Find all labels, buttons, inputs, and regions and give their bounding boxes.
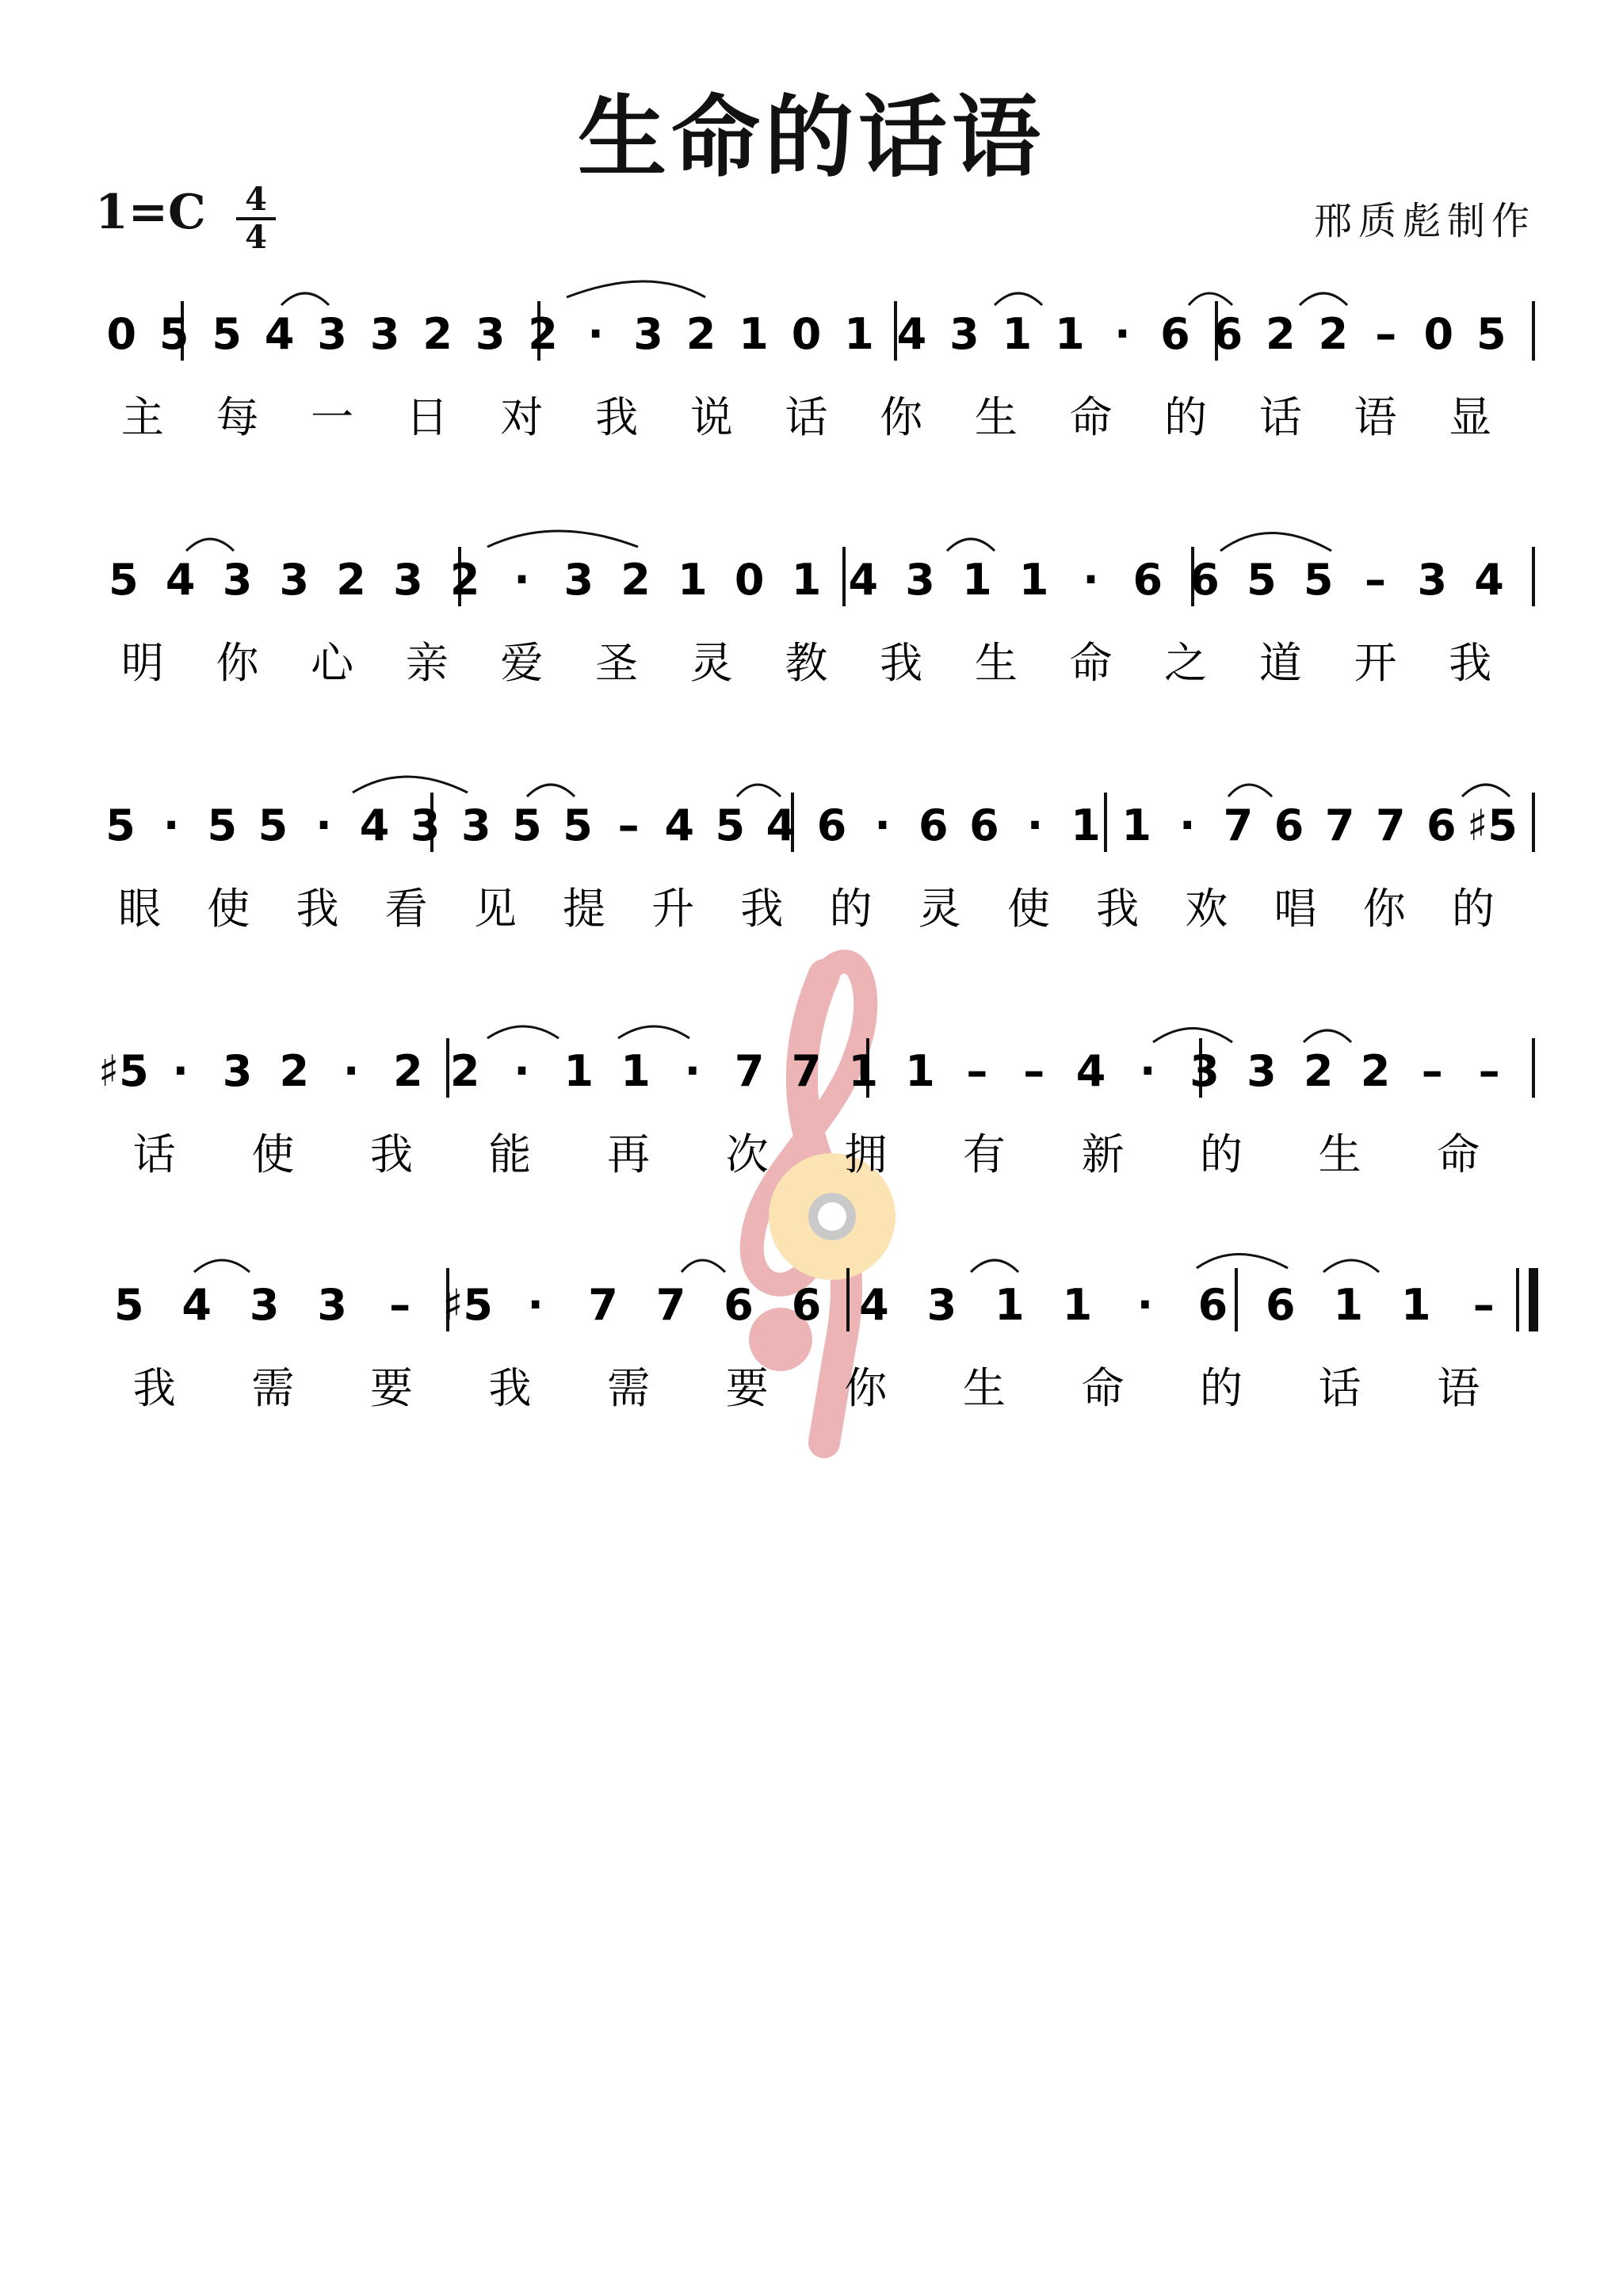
note-5-15: 1	[1062, 1280, 1093, 1330]
lyric-3-2: 使	[207, 884, 250, 934]
note-5-8: 7	[588, 1280, 618, 1330]
lyric-5-7: 你	[844, 1363, 888, 1413]
lyric-1-9: 你	[880, 392, 923, 442]
note-4-4: 2	[279, 1046, 310, 1096]
note-2-24: 3	[1417, 555, 1448, 605]
note-4-20: 3	[1190, 1046, 1220, 1096]
lyric-5-11: 话	[1318, 1363, 1361, 1413]
note-3-9: 5	[512, 800, 542, 850]
note-4-22: 2	[1303, 1046, 1334, 1096]
note-2-19: 6	[1132, 555, 1163, 605]
lyric-1-2: 每	[216, 392, 259, 442]
lyric-2-15: 我	[1449, 638, 1492, 688]
note-4-2: ·	[172, 1046, 189, 1096]
note-1-13: 1	[739, 309, 769, 359]
note-3-1: 5	[105, 800, 136, 850]
lyric-1-8: 话	[785, 392, 828, 442]
key-signature: 1=C	[95, 185, 206, 240]
lyric-1-14: 语	[1354, 392, 1397, 442]
note-3-16: ·	[874, 800, 891, 850]
lyric-2-10: 生	[974, 638, 1018, 688]
note-1-4: 4	[264, 309, 295, 359]
note-3-3: 5	[207, 800, 238, 850]
note-5-3: 3	[249, 1280, 280, 1330]
lyric-4-12: 命	[1437, 1129, 1480, 1179]
note-1-27: 5	[1476, 309, 1507, 359]
lyric-4-1: 话	[132, 1129, 176, 1179]
lyric-2-8: 教	[785, 638, 828, 688]
lyric-5-5: 需	[607, 1363, 651, 1413]
lyric-2-5: 爱	[500, 638, 544, 688]
note-3-22: ·	[1179, 800, 1196, 850]
note-5-16: ·	[1136, 1280, 1154, 1330]
lyric-1-13: 话	[1258, 392, 1302, 442]
note-2-4: 3	[279, 555, 310, 605]
lyric-4-9: 新	[1081, 1129, 1125, 1179]
note-3-14: 4	[766, 800, 796, 850]
lyric-2-6: 圣	[595, 638, 639, 688]
note-3-11: –	[617, 800, 640, 850]
note-1-16: 4	[896, 309, 927, 359]
note-5-6: ♯5	[442, 1280, 493, 1330]
note-3-12: 4	[664, 800, 695, 850]
note-3-10: 5	[563, 800, 593, 850]
lyric-2-4: 亲	[405, 638, 449, 688]
note-3-24: 6	[1274, 800, 1304, 850]
note-1-10: ·	[587, 309, 604, 359]
note-1-25: –	[1375, 309, 1397, 359]
lyric-3-8: 我	[740, 884, 784, 934]
note-1-17: 3	[949, 309, 980, 359]
lyric-5-8: 生	[962, 1363, 1006, 1413]
lyric-3-10: 灵	[918, 884, 961, 934]
lyric-3-16: 的	[1451, 884, 1495, 934]
lyric-4-10: 的	[1200, 1129, 1243, 1179]
note-4-12: 7	[734, 1046, 765, 1096]
note-3-27: 6	[1426, 800, 1457, 850]
note-2-21: 5	[1247, 555, 1277, 605]
note-4-11: ·	[684, 1046, 701, 1096]
note-4-25: –	[1478, 1046, 1500, 1096]
lyric-5-3: 要	[369, 1363, 413, 1413]
note-3-2: ·	[162, 800, 180, 850]
lyric-5-12: 语	[1437, 1363, 1480, 1413]
note-2-22: 5	[1303, 555, 1334, 605]
note-1-3: 5	[212, 309, 242, 359]
note-4-23: 2	[1360, 1046, 1391, 1096]
note-3-19: ·	[1026, 800, 1044, 850]
note-3-7: 3	[410, 800, 441, 850]
note-2-2: 4	[165, 555, 196, 605]
note-2-12: 0	[734, 555, 765, 605]
lyric-3-6: 提	[563, 884, 606, 934]
note-1-21: 6	[1160, 309, 1190, 359]
note-1-23: 2	[1266, 309, 1296, 359]
note-2-16: 1	[962, 555, 992, 605]
note-1-22: 6	[1212, 309, 1243, 359]
note-1-26: 0	[1423, 309, 1454, 359]
note-3-17: 6	[918, 800, 949, 850]
note-4-6: 2	[393, 1046, 423, 1096]
lyric-4-7: 拥	[844, 1129, 888, 1179]
note-4-18: 4	[1075, 1046, 1106, 1096]
time-signature-numerator: 4	[236, 184, 276, 220]
lyric-1-6: 我	[595, 392, 639, 442]
note-5-4: 3	[317, 1280, 347, 1330]
note-3-26: 7	[1375, 800, 1406, 850]
slurs	[186, 281, 1510, 1272]
note-5-7: ·	[527, 1280, 544, 1330]
note-4-19: ·	[1140, 1046, 1156, 1096]
lyric-2-13: 道	[1258, 638, 1302, 688]
note-3-8: 3	[461, 800, 491, 850]
lyric-1-1: 主	[120, 392, 164, 442]
note-3-23: 7	[1223, 800, 1254, 850]
note-2-5: 2	[336, 555, 366, 605]
note-3-18: 6	[969, 800, 999, 850]
note-4-24: –	[1421, 1046, 1443, 1096]
lyric-2-7: 灵	[689, 638, 733, 688]
note-4-16: –	[966, 1046, 988, 1096]
note-5-19: 1	[1333, 1280, 1364, 1330]
time-signature-denominator: 4	[245, 219, 267, 256]
note-5-18: 6	[1266, 1280, 1296, 1330]
note-1-1: 0	[106, 309, 137, 359]
lyric-4-5: 再	[607, 1129, 651, 1179]
note-4-13: 7	[791, 1046, 822, 1096]
lyric-3-4: 看	[384, 884, 428, 934]
note-2-13: 1	[791, 555, 822, 605]
note-5-13: 3	[926, 1280, 957, 1330]
lyric-2-14: 开	[1354, 638, 1397, 688]
lyric-5-4: 我	[488, 1363, 532, 1413]
lyric-5-9: 命	[1081, 1363, 1125, 1413]
note-4-14: 1	[848, 1046, 879, 1096]
lyric-4-4: 能	[488, 1129, 532, 1179]
note-2-17: 1	[1018, 555, 1049, 605]
lyric-2-11: 命	[1069, 638, 1113, 688]
note-5-20: 1	[1400, 1280, 1431, 1330]
note-5-9: 7	[655, 1280, 686, 1330]
note-2-7: 2	[449, 555, 480, 605]
note-4-5: ·	[342, 1046, 360, 1096]
song-title: 生命的话语	[578, 86, 1045, 189]
note-4-9: 1	[563, 1046, 594, 1096]
note-5-1: 5	[113, 1280, 144, 1330]
note-4-8: ·	[514, 1046, 530, 1096]
lyric-4-2: 使	[251, 1129, 295, 1179]
note-2-25: 4	[1474, 555, 1504, 605]
lyric-1-5: 对	[500, 392, 544, 442]
note-4-10: 1	[621, 1046, 651, 1096]
note-3-13: 5	[715, 800, 746, 850]
note-2-9: 3	[563, 555, 594, 605]
lyric-2-9: 我	[880, 638, 923, 688]
lyric-3-12: 我	[1096, 884, 1140, 934]
lyric-3-5: 见	[473, 884, 517, 934]
lyric-5-2: 需	[251, 1363, 295, 1413]
note-2-1: 5	[109, 555, 139, 605]
lyric-2-12: 之	[1164, 638, 1208, 688]
note-2-11: 1	[678, 555, 708, 605]
note-1-11: 3	[633, 309, 663, 359]
lyric-1-15: 显	[1449, 392, 1492, 442]
lyric-2-1: 明	[120, 638, 164, 688]
note-4-3: 3	[222, 1046, 253, 1096]
note-1-14: 0	[791, 309, 822, 359]
note-1-9: 2	[528, 309, 558, 359]
note-5-17: 6	[1197, 1280, 1228, 1330]
note-1-2: 5	[158, 309, 189, 359]
lyric-5-10: 的	[1200, 1363, 1243, 1413]
note-4-7: 2	[449, 1046, 480, 1096]
lyric-4-6: 次	[725, 1129, 769, 1179]
lyric-3-7: 升	[651, 884, 695, 934]
lyric-5-6: 要	[725, 1363, 769, 1413]
note-1-8: 3	[475, 309, 506, 359]
lyric-4-3: 我	[369, 1129, 413, 1179]
note-3-21: 1	[1121, 800, 1151, 850]
note-1-15: 1	[844, 309, 874, 359]
note-3-6: 4	[359, 800, 390, 850]
note-5-12: 4	[859, 1280, 889, 1330]
note-2-14: 4	[848, 555, 879, 605]
note-2-23: –	[1365, 555, 1386, 605]
note-2-18: ·	[1083, 555, 1099, 605]
note-4-1: ♯5	[98, 1046, 149, 1096]
note-1-12: 2	[685, 309, 716, 359]
note-5-11: 6	[791, 1280, 822, 1330]
note-1-24: 2	[1318, 309, 1349, 359]
lyric-3-9: 的	[829, 884, 873, 934]
lyric-5-1: 我	[132, 1363, 176, 1413]
lyric-3-11: 使	[1006, 884, 1050, 934]
note-3-28: ♯5	[1467, 800, 1518, 850]
note-1-18: 1	[1002, 309, 1033, 359]
lyric-1-11: 命	[1069, 392, 1113, 442]
lyric-3-14: 唱	[1274, 884, 1317, 934]
note-1-6: 3	[369, 309, 400, 359]
note-3-25: 7	[1324, 800, 1355, 850]
note-2-8: ·	[514, 555, 530, 605]
note-4-21: 3	[1247, 1046, 1277, 1096]
note-1-20: ·	[1114, 309, 1131, 359]
note-3-4: 5	[258, 800, 288, 850]
lyric-2-2: 你	[216, 638, 259, 688]
lyric-2-3: 心	[311, 638, 354, 688]
note-5-2: 4	[181, 1280, 212, 1330]
note-2-3: 3	[222, 555, 253, 605]
note-2-6: 3	[393, 555, 423, 605]
note-3-5: ·	[315, 800, 332, 850]
arranger-credit: 邢质彪制作	[1313, 199, 1536, 243]
note-4-17: –	[1023, 1046, 1045, 1096]
lyric-4-8: 有	[962, 1129, 1006, 1179]
lyric-1-3: 一	[311, 392, 354, 442]
note-3-15: 6	[816, 800, 847, 850]
note-1-5: 3	[317, 309, 347, 359]
note-5-14: 1	[995, 1280, 1025, 1330]
note-5-10: 6	[724, 1280, 754, 1330]
lyric-1-12: 的	[1164, 392, 1208, 442]
note-1-19: 1	[1055, 309, 1085, 359]
note-5-21: –	[1472, 1280, 1495, 1330]
note-2-20: 6	[1190, 555, 1220, 605]
lyric-3-15: 你	[1362, 884, 1406, 934]
note-2-10: 2	[621, 555, 651, 605]
lyric-3-1: 眼	[118, 884, 162, 934]
lyric-1-7: 说	[689, 392, 733, 442]
note-3-20: 1	[1071, 800, 1101, 850]
lyric-4-11: 生	[1318, 1129, 1361, 1179]
lyric-1-10: 生	[974, 392, 1018, 442]
note-5-5: –	[389, 1280, 411, 1330]
note-1-7: 2	[422, 309, 453, 359]
note-4-15: 1	[905, 1046, 935, 1096]
lyric-3-3: 我	[296, 884, 339, 934]
lyric-1-4: 日	[405, 392, 449, 442]
note-2-15: 3	[905, 555, 935, 605]
lyric-3-13: 欢	[1185, 884, 1228, 934]
